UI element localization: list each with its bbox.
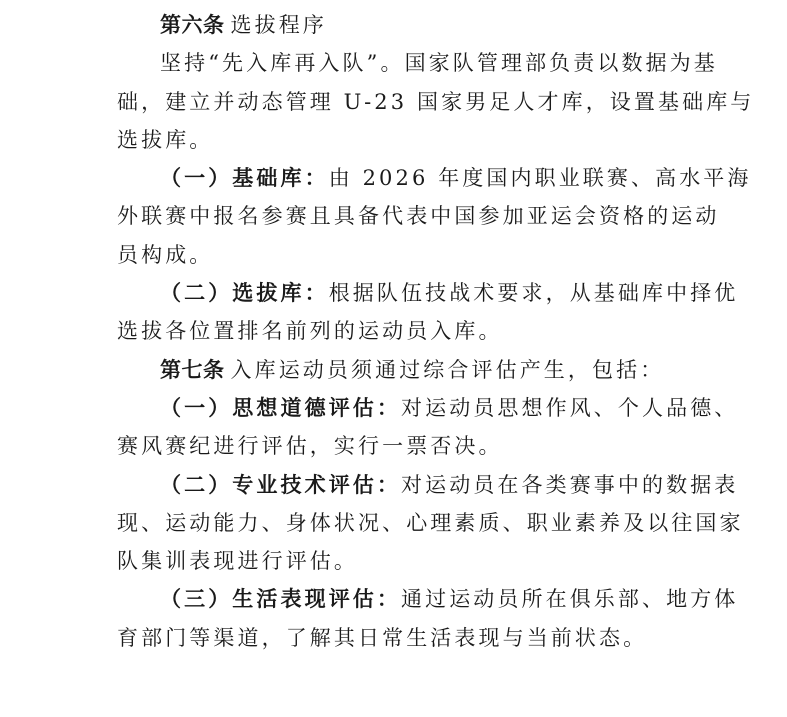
- item-text: 对运动员在各类赛事中的数据表: [401, 472, 739, 497]
- article-7-number: 第七条: [160, 357, 225, 382]
- article-7-item-3-line: 育部门等渠道，了解其日常生活表现与当前状态。: [117, 625, 648, 650]
- article-7-intro: 入库运动员须通过综合评估产生，包括：: [230, 357, 665, 382]
- article-6-para-line: 选拔库。: [117, 127, 214, 152]
- document-page: [117, 6, 755, 657]
- item-text: 对运动员思想作风、个人品德、: [401, 395, 739, 420]
- article-6-item-1-line: 外联赛中报名参赛且具备代表中国参加亚运会资格的运动: [117, 204, 720, 229]
- article-6-item-2-line: [117, 274, 739, 312]
- article-6-para-line: 础，建立并动态管理 U-23 国家男足人才库，设置基础库与: [117, 89, 755, 114]
- article-6-item-1-line: 员构成。: [117, 242, 214, 267]
- article-6-item-2-line: 选拔各位置排名前列的运动员入库。: [117, 319, 503, 344]
- item-text: 由 2026 年度国内职业联赛、高水平海: [328, 166, 752, 191]
- item-heading-basic-pool: （一）基础库：: [160, 165, 329, 191]
- article-6-heading-line: [117, 6, 673, 44]
- article-6-item-1-line: [117, 159, 752, 197]
- article-7-item-1-line: 赛风赛纪进行评估，实行一票否决。: [117, 434, 503, 459]
- article-7-item-1-line: [117, 389, 739, 427]
- article-6-para-line: 坚持“先入库再入队”。国家队管理部负责以数据为基: [160, 51, 718, 76]
- item-heading-technical-evaluation: （二）专业技术评估：: [160, 471, 401, 497]
- article-7-item-2-line: 队集训表现进行评估。: [117, 549, 358, 574]
- article-6-number: 第六条: [160, 13, 225, 37]
- item-text: 根据队伍技战术要求，从基础库中择优: [328, 281, 739, 306]
- article-6-title: 选拔程序: [230, 13, 327, 37]
- article-7-item-2-line: 现、运动能力、身体状况、心理素质、职业素养及以往国家: [117, 510, 744, 535]
- article-7-item-3-line: [117, 580, 739, 618]
- article-7-item-2-line: [117, 466, 739, 504]
- item-heading-life-evaluation: （三）生活表现评估：: [160, 586, 401, 612]
- item-heading-selection-pool: （二）选拔库：: [160, 280, 329, 306]
- item-text: 通过运动员所在俱乐部、地方体: [401, 587, 739, 612]
- item-heading-moral-evaluation: （一）思想道德评估：: [160, 394, 401, 420]
- article-7-heading-line: [117, 351, 673, 389]
